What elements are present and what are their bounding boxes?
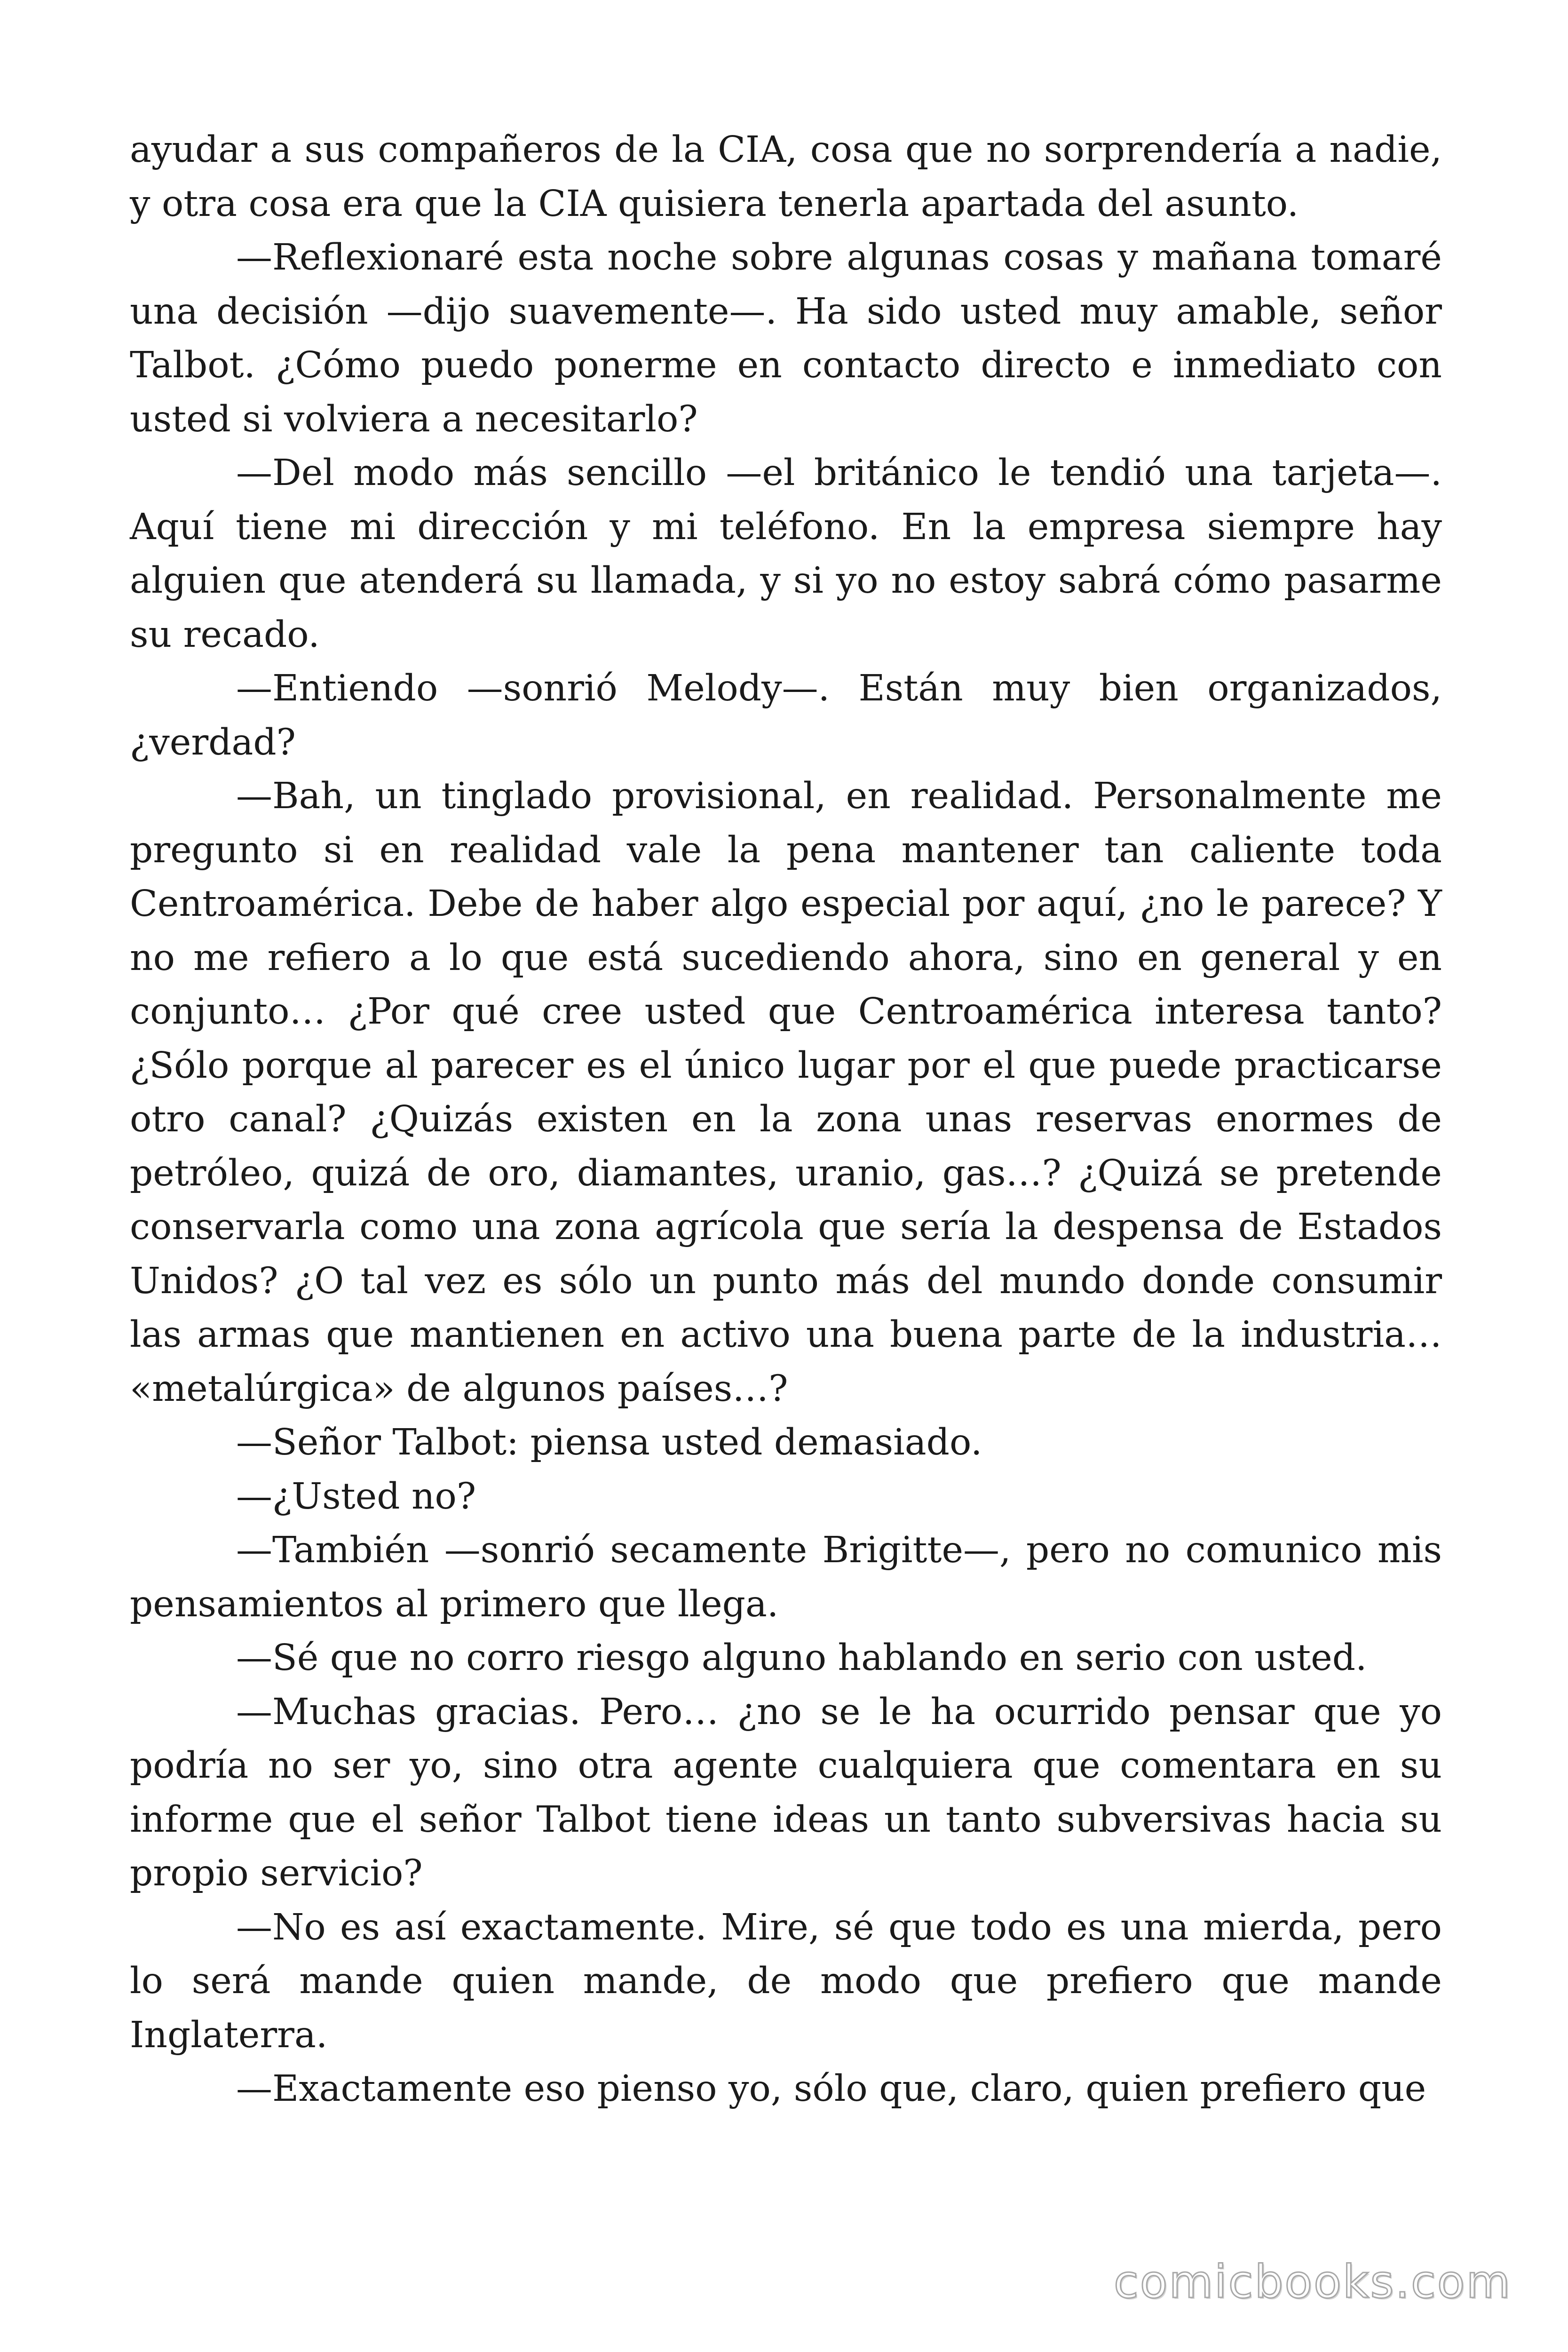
paragraph-continuation: ayudar a sus compañeros de la CIA, cosa que no sorprendería a nadie, y otra cosa era que la CIA quisiera tenerla apartada del asunto.: [130, 129, 1442, 225]
paragraph: —Del modo más sencillo —el británico le tendió una tarjeta—. Aquí tiene mi dirección y mi teléfono. En la empresa siempre hay alguien que atenderá su llamada, y si yo no estoy sabrá cómo pasarme su recado.: [130, 452, 1442, 656]
paragraph-last: —Exactamente eso pienso yo, sólo que, claro, quien prefiero que: [236, 2068, 1426, 2110]
paragraph: —Sé que no corro riesgo alguno hablando en serio con usted.: [236, 1637, 1367, 1679]
paragraph: —Bah, un tinglado provisional, en realidad. Personalmente me pregunto si en realidad vale la pena mantener tan caliente toda Centroamérica. Debe de haber algo especial por aquí, ¿no le parece? Y no me refiero a lo que está sucediendo ahora, sino en general y en conjunto… ¿Por qué cree usted que Centroamérica interesa tanto? ¿Sólo porque al parecer es el único lugar por el que puede practicarse otro canal? ¿Quizás existen en la zona unas reservas enormes de petróleo, quizá de oro, diamantes, uranio, gas…? ¿Quizá se pretende conservarla como una zona agrícola que sería la despensa de Estados Unidos? ¿O tal vez es sólo un punto más del mundo donde consumir las armas que mantienen en activo una buena parte de la industria… «metalúrgica» de algunos países…?: [130, 775, 1442, 1410]
watermark: comicbooks.com: [1113, 2256, 1512, 2308]
paragraph: —También —sonrió secamente Brigitte—, pero no comunico mis pensamientos al primero que llega.: [130, 1529, 1442, 1625]
paragraph: —Señor Talbot: piensa usted demasiado.: [236, 1422, 982, 1463]
paragraph: —Muchas gracias. Pero… ¿no se le ha ocurrido pensar que yo podría no ser yo, sino otra agente cualquiera que comentara en su informe que el señor Talbot tiene ideas un tanto subversivas hacia su propio servicio?: [130, 1691, 1442, 1894]
body-text: [130, 123, 1442, 2116]
paragraph: —¿Usted no?: [236, 1475, 476, 1518]
paragraph: —No es así exactamente. Mire, sé que todo es una mierda, pero lo será mande quien mande, de modo que prefiero que mande Inglaterra.: [130, 1906, 1442, 2056]
paragraph: —Reflexionaré esta noche sobre algunas cosas y mañana tomaré una decisión —dijo suavemente—. Ha sido usted muy amable, señor Talbot. ¿Cómo puedo ponerme en contacto directo e inmediato con usted si volviera a necesitarlo?: [130, 237, 1442, 440]
paragraph: —Entiendo —sonrió Melody—. Están muy bien organizados, ¿verdad?: [130, 667, 1442, 763]
